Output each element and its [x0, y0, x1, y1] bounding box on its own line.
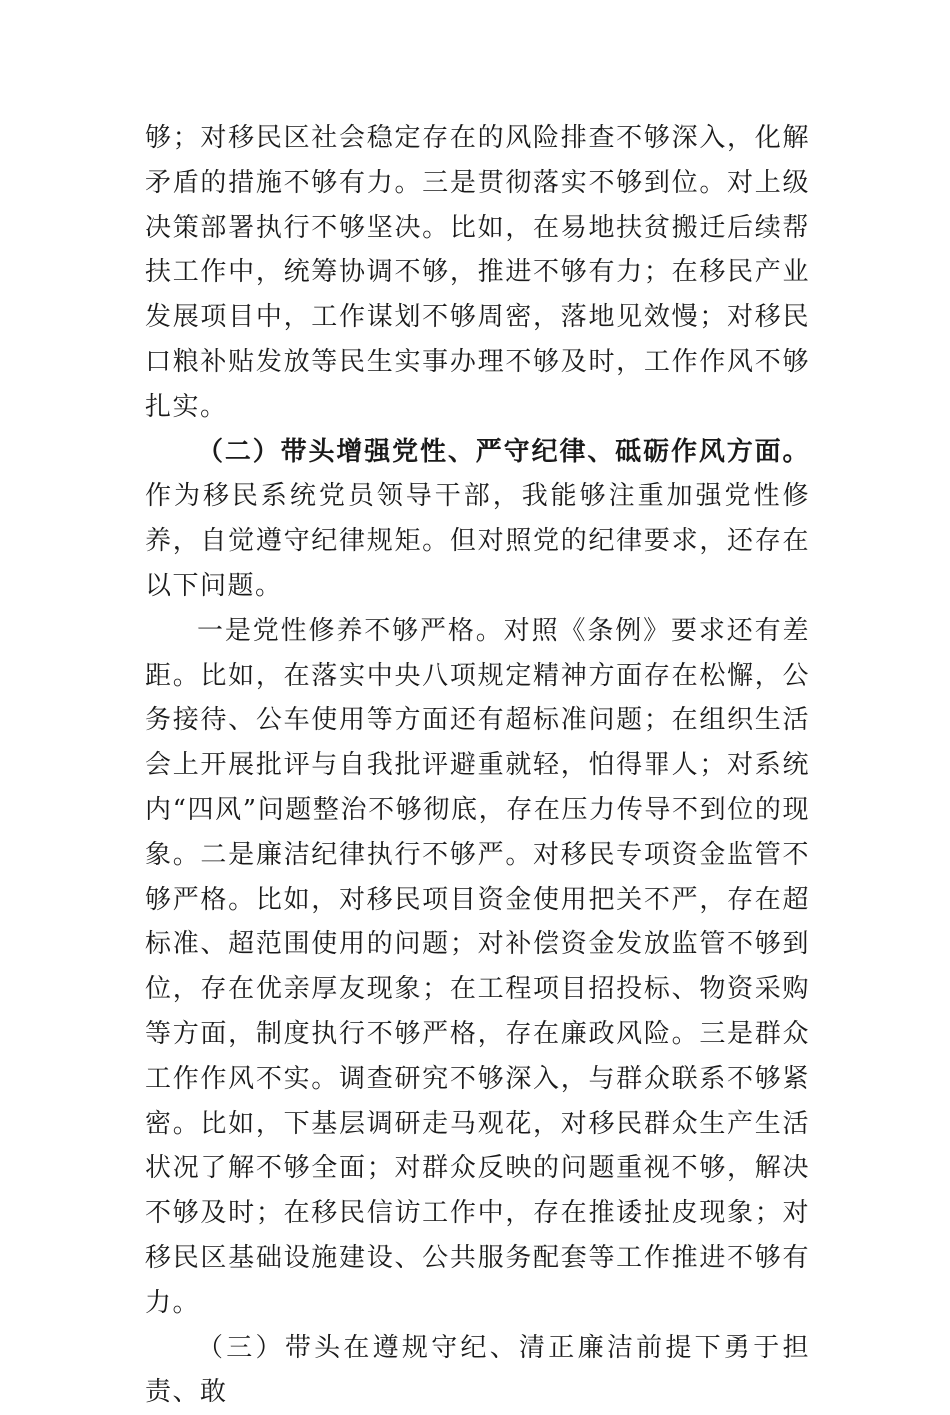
section-three-heading: （三）带头在遵规守纪、清正廉洁前提下勇于担责、敢 — [145, 1332, 810, 1408]
paragraph-section-three — [145, 1326, 810, 1415]
section-two-heading: （二）带头增强党性、严守纪律、砥砺作风方面。 — [197, 436, 810, 467]
paragraph-text: 作为移民系统党员领导干部，我能够注重加强党性修养，自觉遵守纪律规矩。但对照党的纪律要求，还存在以下问题。 — [145, 481, 810, 601]
document-body — [145, 116, 810, 1415]
paragraph-problems — [145, 609, 810, 1326]
paragraph-text: 够；对移民区社会稳定存在的风险排查不够深入，化解矛盾的措施不够有力。三是贯彻落实不够到位。对上级决策部署执行不够坚决。比如，在易地扶贫搬迁后续帮扶工作中，统筹协调不够，推进不够有力；在移民产业发展项目中，工作谋划不够周密，落地见效慢；对移民口粮补贴发放等民生实事办理不够及时，工作作风不够扎实。 — [145, 123, 810, 422]
paragraph-continuation — [145, 116, 810, 430]
paragraph-text: 一是党性修养不够严格。对照《条例》要求还有差距。比如，在落实中央八项规定精神方面存在松懈，公务接待、公车使用等方面还有超标准问题；在组织生活会上开展批评与自我批评避重就轻，怕得罪人；对系统内“四风”问题整治不够彻底，存在压力传导不到位的现象。二是廉洁纪律执行不够严。对移民专项资金监管不够严格。比如，对移民项目资金使用把关不严，存在超标准、超范围使用的问题；对补偿资金发放监管不够到位，存在优亲厚友现象；在工程项目招投标、物资采购等方面，制度执行不够严格，存在廉政风险。三是群众工作作风不实。调查研究不够深入，与群众联系不够紧密。比如，下基层调研走马观花，对移民群众生产生活状况了解不够全面；对群众反映的问题重视不够，解决不够及时；在移民信访工作中，存在推诿扯皮现象；对移民区基础设施建设、公共服务配套等工作推进不够有力。 — [145, 615, 810, 1318]
paragraph-section-two — [145, 430, 810, 609]
